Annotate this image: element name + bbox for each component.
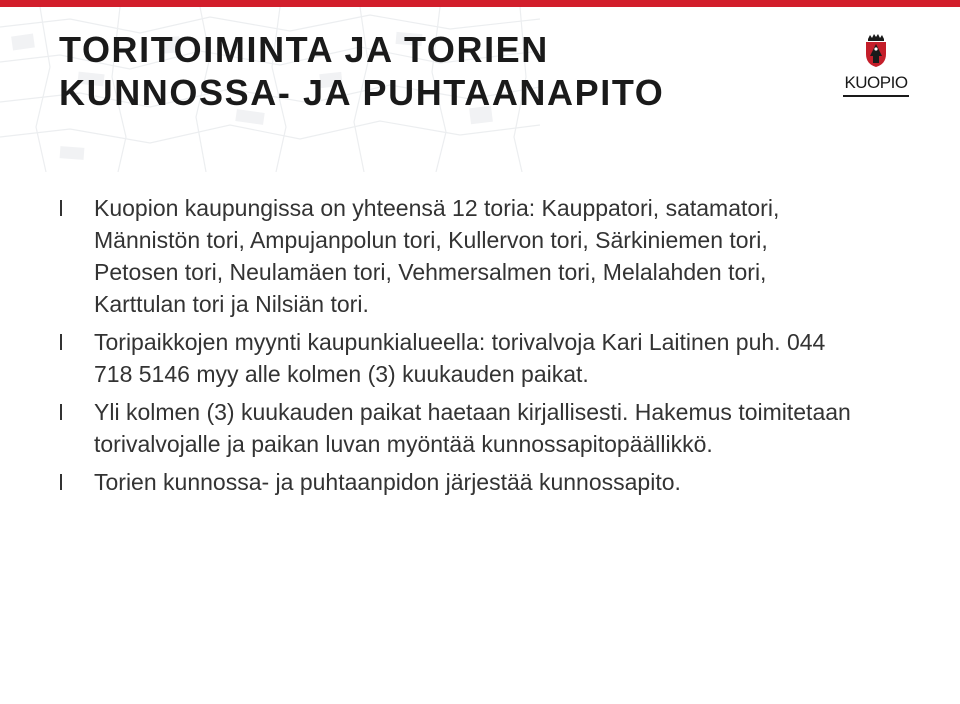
list-item-text: Toripaikkojen myynti kaupunkialueella: torivalvoja Kari Laitinen puh. 044 718 5146 myy alle kolmen (3) kuukauden paikat. [94,329,826,387]
coat-of-arms-icon [864,34,888,68]
title-line-2: KUNNOSSA- JA PUHTAANAPITO [59,72,665,113]
bullet-list [58,192,858,504]
bullet-marker [60,404,62,420]
list-item [58,466,858,498]
list-item-text: Torien kunnossa- ja puhtaanpidon järjestää kunnossapito. [94,469,681,495]
list-item-text: Yli kolmen (3) kuukauden paikat haetaan kirjallisesti. Hakemus toimitetaan torivalvojalle ja paikan luvan myöntää kunnossapitopäällikkö. [94,399,851,457]
list-item [58,326,858,390]
page-title [59,28,779,114]
list-item [58,192,858,320]
list-item [58,396,858,460]
top-accent-bar [0,0,960,7]
list-item-text: Kuopion kaupungissa on yhteensä 12 toria: Kauppatori, satamatori, Männistön tori, Ampujanpolun tori, Kullervon tori, Särkiniemen tori, Petosen tori, Neulamäen tori, Vehmersalmen tori, Melalahden tori, Karttulan tori ja Nilsiän tori. [94,195,780,317]
title-line-1: TORITOIMINTA JA TORIEN [59,29,549,70]
kuopio-logo [838,34,914,100]
logo-wordmark: KUOPIO [844,73,908,92]
bullet-marker [60,474,62,490]
logo-underline [843,95,909,97]
bullet-marker [60,334,62,350]
bullet-marker [60,200,62,216]
